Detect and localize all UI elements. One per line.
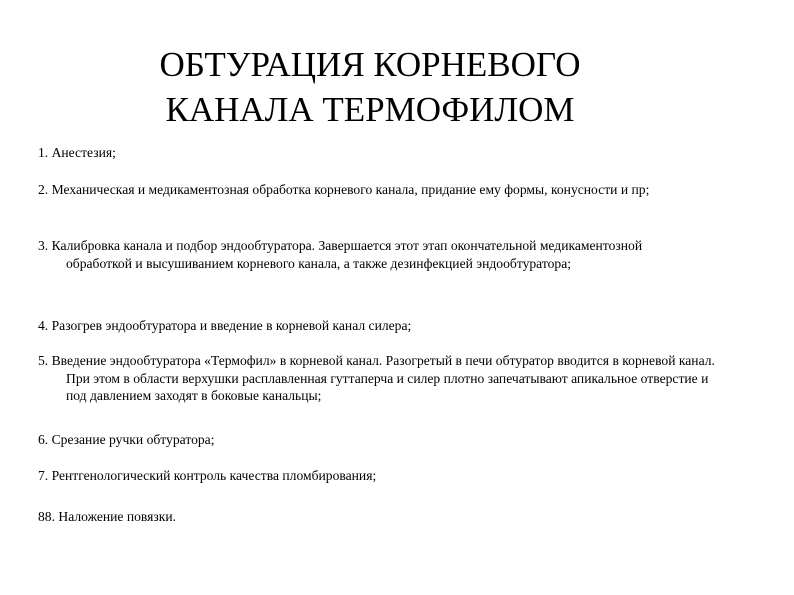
step-item-7: 7. Рентгенологический контроль качества пломбирования; <box>38 468 377 483</box>
step-item-1: 1. Анестезия; <box>38 145 116 160</box>
step-item-5: 5. Введение эндообтуратора «Термофил» в корневой канал. Разогретый в печи обтуратор вводится в корневой канал. При этом в области верхушки расплавленная гуттаперча и силер плотно запечатывают апикальное отверстие и под давлением заходят в боковые канальцы; <box>38 353 715 403</box>
step-item-6: 6. Срезание ручки обтуратора; <box>38 432 215 447</box>
title-line-1: ОБТУРАЦИЯ КОРНЕВОГО <box>159 45 581 84</box>
slide-title <box>90 42 650 132</box>
step-item-8: 88. Наложение повязки. <box>38 509 177 524</box>
step-item-2: 2. Механическая и медикаментозная обработка корневого канала, придание ему формы, конусности и пр; <box>38 182 650 197</box>
step-item-3: 3. Калибровка канала и подбор эндообтуратора. Завершается этот этап окончательной медикаментозной обработкой и высушиванием корневого канала, а также дезинфекцией эндообтуратора; <box>38 238 643 271</box>
step-item-4: 4. Разогрев эндообтуратора и введение в корневой канал силера; <box>38 318 412 333</box>
title-line-2: КАНАЛА ТЕРМОФИЛОМ <box>165 90 575 129</box>
